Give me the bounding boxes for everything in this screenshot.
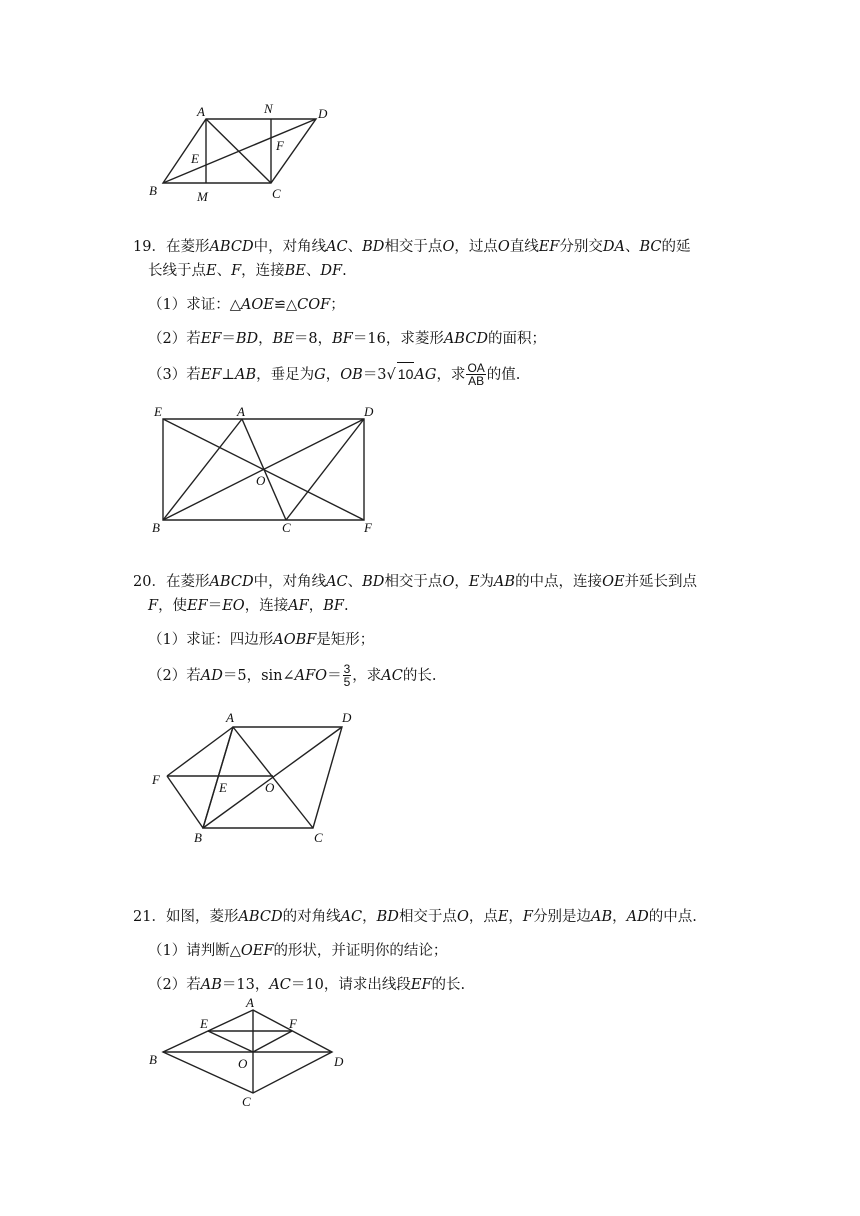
label-d: D — [334, 1054, 344, 1069]
label-c: C — [314, 830, 323, 845]
segment-fo — [253, 1031, 292, 1052]
question-20-part-1: （1）求证：四边形AOBF是矩形； — [148, 631, 375, 648]
label-d: D — [318, 106, 328, 121]
label-m: M — [197, 189, 208, 204]
fraction-3-5: $\frac{3}{5}$ — [343, 661, 351, 690]
label-o: O — [256, 473, 266, 488]
sqrt-10: 10 — [397, 362, 415, 386]
diagonal-bd — [203, 727, 342, 828]
label-a: A — [246, 995, 254, 1010]
label-f: F — [289, 1016, 297, 1031]
label-a: A — [237, 404, 245, 419]
question-19-part-3: （3）若EF⊥AB，垂足为G，OB＝3√ 10AG，求 $\frac{OA}{AB}$ 的值. — [148, 360, 521, 389]
segment-ac — [242, 419, 286, 520]
label-f: F — [276, 138, 284, 153]
figure-20-rhombus — [145, 705, 365, 850]
question-21-stem: 21．如图，菱形ABCD的对角线AC，BD相交于点O，点E，F分别是边AB，AD的中点. — [133, 909, 697, 925]
figure-20-svg — [145, 705, 365, 850]
segment-fb — [167, 776, 203, 828]
label-b: B — [149, 183, 157, 198]
segment-eo — [208, 1031, 253, 1052]
question-number: 21． — [133, 909, 166, 925]
label-c: C — [272, 186, 281, 201]
label-a: A — [197, 104, 205, 119]
sqrt-radical: √ — [386, 366, 396, 383]
label-b: B — [152, 520, 160, 535]
figure-19-svg — [145, 400, 385, 540]
fraction-oa-ab: $\frac{OA}{AB}$ — [467, 360, 485, 389]
question-21 — [133, 906, 833, 998]
question-19-stem-line2: 长线于点E、F，连接BE、DF. — [148, 262, 347, 279]
question-20 — [133, 571, 833, 689]
question-19-part-2: （2）若EF＝BD，BE＝8，BF＝16，求菱形ABCD的面积； — [148, 330, 546, 347]
question-number: 19． — [133, 239, 166, 255]
label-a: A — [226, 710, 234, 725]
question-21-part-1: （1）请判断△OEF的形状，并证明你的结论； — [148, 942, 448, 959]
question-20-stem: 20．在菱形ABCD中，对角线AC、BD相交于点O，E为AB的中点，连接OE并延长到点 — [133, 574, 698, 590]
figure-21-rhombus — [145, 990, 360, 1110]
segment-ab — [203, 727, 233, 828]
question-number: 20． — [133, 574, 166, 590]
label-f: F — [152, 772, 160, 787]
label-o: O — [238, 1056, 248, 1071]
figure-21-svg — [145, 990, 360, 1110]
label-b: B — [194, 830, 202, 845]
label-f: F — [364, 520, 372, 535]
figure-18-parallelogram — [140, 96, 350, 206]
segment-dc — [286, 419, 364, 520]
label-c: C — [242, 1094, 251, 1109]
label-d: D — [364, 404, 374, 419]
figure-19-rectangle — [145, 400, 385, 540]
question-21-part-2: （2）若AB＝13，AC＝10，请求出线段EF的长. — [148, 976, 466, 993]
question-19 — [133, 236, 833, 388]
label-e: E — [200, 1016, 208, 1031]
segment-ab — [163, 419, 242, 520]
figure-18-svg — [140, 96, 350, 206]
label-c: C — [282, 520, 291, 535]
question-20-stem-line2: F，使EF＝EO，连接AF，BF. — [148, 597, 349, 614]
question-20-part-2: （2）若AD＝5，sin∠AFO＝ $\frac{3}{5}$ ，求AC的长. — [148, 661, 437, 690]
label-d: D — [342, 710, 352, 725]
question-19-part-1: （1）求证：△AOE≌△COF； — [148, 296, 345, 313]
segment-af — [167, 727, 233, 776]
question-19-stem: 19．在菱形ABCD中，对角线AC、BD相交于点O，过点O直线EF分别交DA、BC的延 — [133, 239, 691, 255]
label-e: E — [191, 151, 199, 166]
label-o: O — [265, 780, 275, 795]
label-e: E — [154, 404, 162, 419]
label-n: N — [264, 101, 273, 116]
label-b: B — [149, 1052, 157, 1067]
label-e: E — [219, 780, 227, 795]
